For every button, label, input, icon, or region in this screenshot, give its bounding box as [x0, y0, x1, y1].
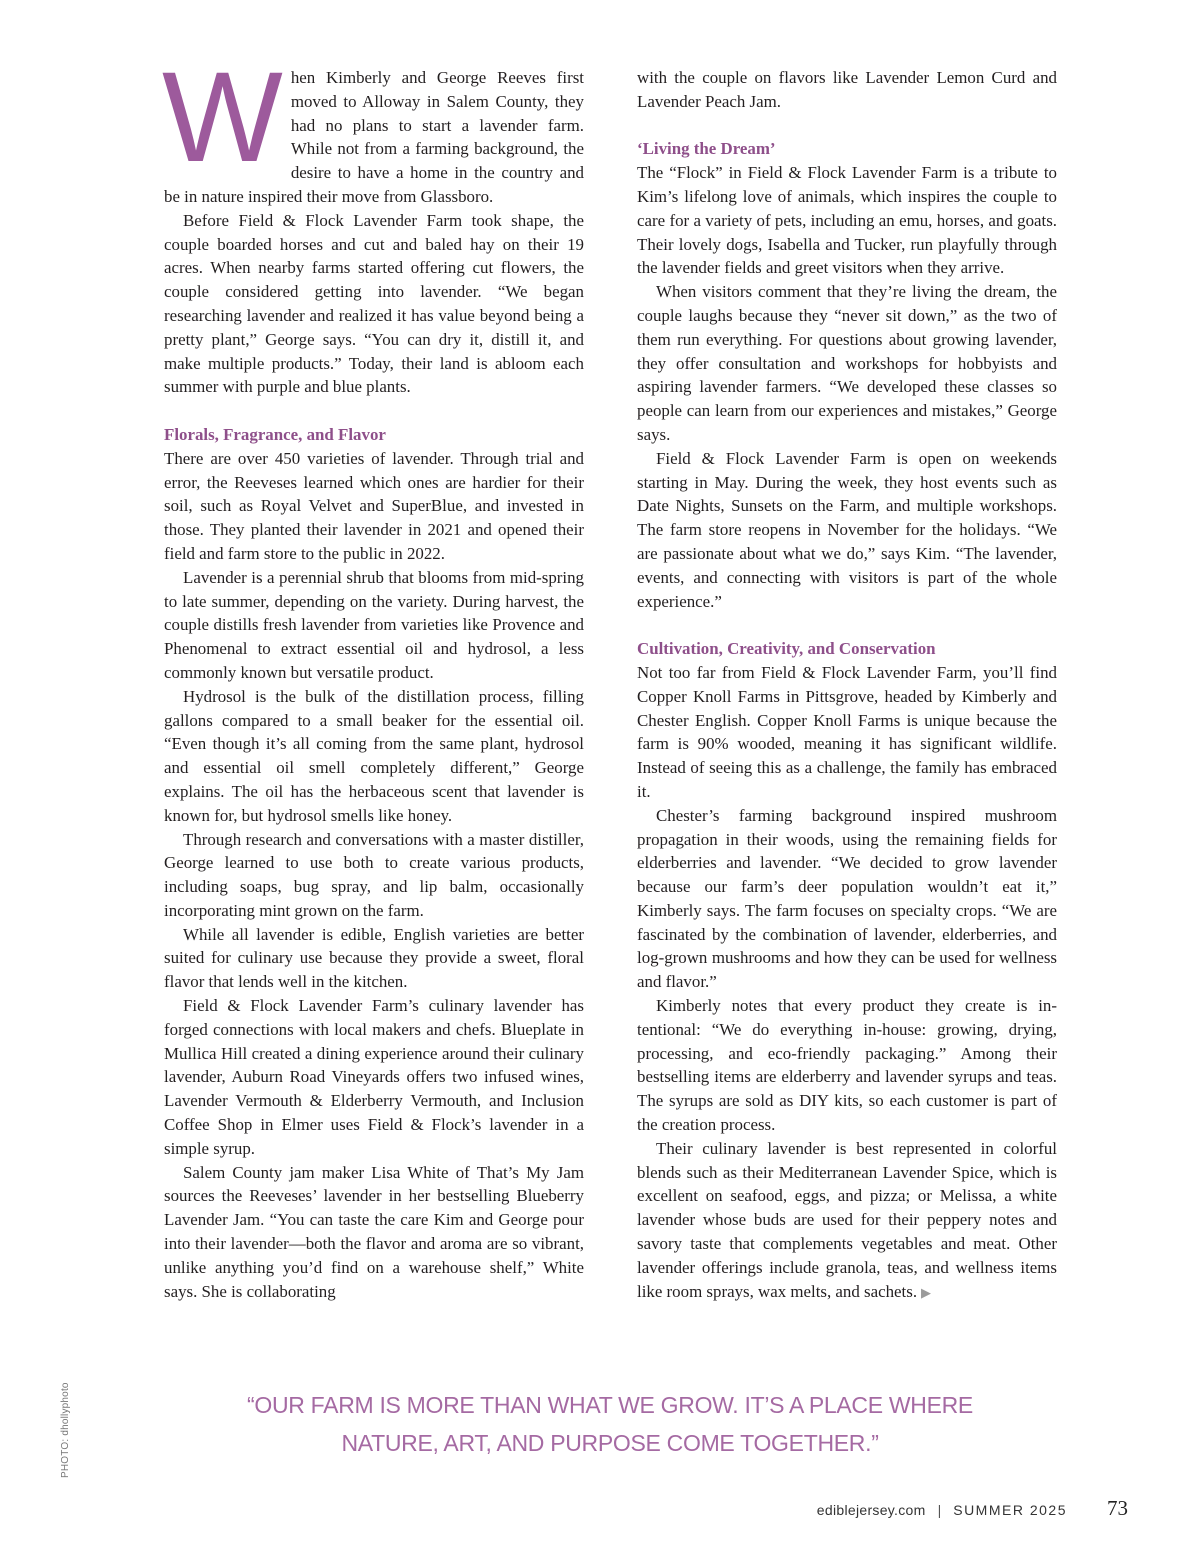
article-paragraph: Through research and conversations with a master distiller, George learned to use both to create various products, including soaps, bug spray, and lip balm, occasionally incorporating mint grown on the farm. — [164, 829, 584, 920]
article-paragraph: Field & Flock Lavender Farm’s culinary lavender has forged connections with local makers and chefs. Blueplate in Mullica Hill created a dining experience around their culinary lavender, Auburn Road Vineyards offers two infused wines, Lavender Vermouth & Elderberry Vermouth, and Inclusion Coffee Shop in Elmer uses Field & Flock’s lavender in a simple syrup. — [164, 996, 584, 1158]
page-footer — [817, 1496, 1128, 1521]
article-paragraph: Field & Flock Lavender Farm is open on weekends starting in May. During the week, they host events such as Date Nights, Sunsets on the Farm, and multiple workshops. The farm store reopens in November for the holidays. “We are passionate about what we do,” says Kim. “The lavender, events, and connecting with visitors is part of the whole experience.” — [637, 448, 1057, 611]
article-paragraph: Lavender is a perennial shrub that blooms from mid-spring to late summer, depending on the variety. During harvest, the couple distills fresh lavender from varieties like Provence and Phenomenal to extract essential oil and hydrosol, a less commonly known but versatile product. — [164, 567, 584, 682]
pull-quote-line: NATURE, ART, AND PURPOSE COME TOGETHER.” — [341, 1430, 879, 1456]
article-paragraph — [162, 46, 584, 209]
paragraph-text: hen Kimberly and George Reeves first moved to Alloway in Salem County, they had no plans to start a lavender farm. While not from a farming background, the desire to have a home in the country and be in nature inspired their move from Glassboro. — [164, 68, 584, 206]
pull-quote — [160, 1386, 1060, 1462]
paragraph-text: Their culinary lavender is best represented in colorful blends such as their Mediterranean Lavender Spice, which is excellent on seafood, eggs, and pizza; or Melissa, a white lavender whose buds are used for their peppery notes and savory taste that complements vegetables and meat. Other lavender offerings include granola, teas, and wellness items like room sprays, wax melts, and sachets. — [637, 1138, 1057, 1301]
pull-quote-line: “OUR FARM IS MORE THAN WHAT WE GROW. IT’S A PLACE WHERE — [247, 1392, 973, 1418]
article-paragraph — [637, 1137, 1057, 1305]
article-paragraph: Before Field & Flock Lavender Farm took shape, the couple boarded horses and cut and baled hay on their 19 acres. When nearby farms started offering cut flowers, the couple considered getting into lavender. “We began researching lavender and realized it has value beyond being a pretty plant,” George says. “You can dry it, distill it, and make multiple products.” Today, their land is abloom each summer with purple and blue plants. — [164, 210, 584, 397]
section-heading: Florals, Fragrance, and Flavor — [164, 424, 386, 444]
article-paragraph: Hydrosol is the bulk of the distillation process, filling gallons compared to a small beaker for the essential oil. “Even though it’s all coming from the same plant, hydrosol and essential oil smell completely different,” George explains. The oil has the herbaceous scent that lavender is known for, but hydrosol smells like honey. — [164, 686, 584, 825]
photo-credit: PHOTO: dhollyphoto — [60, 1382, 71, 1478]
article-paragraph: Kimberly notes that every product they create is intentional: “We do everything in-house: growing, drying, processing, and eco-friendly packaging.” Among their bestselling items are elderberry and lavender syrups and teas. The syrups are sold as DIY kits, so each customer is part of the creation process. — [637, 996, 1057, 1135]
page-number: 73 — [1107, 1496, 1128, 1520]
article-paragraph: Not too far from Field & Flock Lavender Farm, you’ll find Copper Knoll Farms in Pittsgrove, headed by Kimberly and Chester English. Copper Knoll Farms is unique because the farm is 90% wooded, meaning it has significant wildlife. Instead of seeing this as a challenge, the family has embraced it. — [637, 662, 1057, 801]
drop-cap: W — [162, 46, 283, 189]
article-paragraph: Chester’s farming background inspired mushroom propagation in their woods, using the remaining fields for elderberries and lavender. “We decided to grow lavender because our farm’s deer population wouldn’t eat it,” Kimberly says. The farm focuses on specialty crops. “We are fascinated by the combination of lavender, elderberries, and log-grown mushrooms and how they can be used for wellness and flavor.” — [637, 805, 1057, 992]
article-paragraph: When visitors comment that they’re living the dream, the couple laughs because they “never sit down,” as the two of them run everything. For questions about growing lavender, they offer consultation and workshops for hobbyists and aspiring lavender farmers. “We developed these classes so people can learn from our experiences and mistakes,” George says. — [637, 282, 1057, 444]
footer-divider: | — [937, 1502, 942, 1518]
article-paragraph: The “Flock” in Field & Flock Lavender Farm is a tribute to Kim’s lifelong love of animals, which inspires the couple to care for a variety of pets, including an emu, horses, and goats. Their lovely dogs, Isabella and Tucker, run playfully through the lavender fields and greet visitors when they arrive. — [637, 163, 1057, 278]
footer-site: ediblejersey.com — [816, 1502, 926, 1518]
article-paragraph: There are over 450 varieties of lavender. Through trial and error, the Reeveses learned which ones are hardier for their soil, such as Royal Velvet and SuperBlue, and invested in those. They planted their lavender in 2021 and opened their field and farm store to the public in 2022. — [164, 448, 584, 563]
article-paragraph: While all lavender is edible, English varieties are better suited for culinary use because they provide a sweet, floral flavor that lends well in the kitchen. — [164, 924, 584, 992]
footer-issue: SUMMER 2025 — [953, 1502, 1067, 1518]
article-paragraph: with the couple on flavors like Lavender Lemon Curd and Lavender Peach Jam. — [637, 68, 1057, 111]
article-column-right — [637, 66, 1057, 1304]
article-column-left — [162, 46, 584, 1303]
end-mark-icon: ▶ — [921, 1284, 932, 1300]
article-paragraph: Salem County jam maker Lisa White of That’s My Jam sources the Reeveses’ lavender in her bestselling Blueberry Lavender Jam. “You can taste the care Kim and George pour into their lavender—both the flavor and aroma are so vibrant, unlike anything you’d find on a warehouse shelf,” White says. She is collaborating — [164, 1162, 584, 1301]
section-heading: ‘Living the Dream’ — [637, 139, 776, 159]
section-heading: Cultivation, Creativity, and Conservation — [637, 639, 936, 659]
